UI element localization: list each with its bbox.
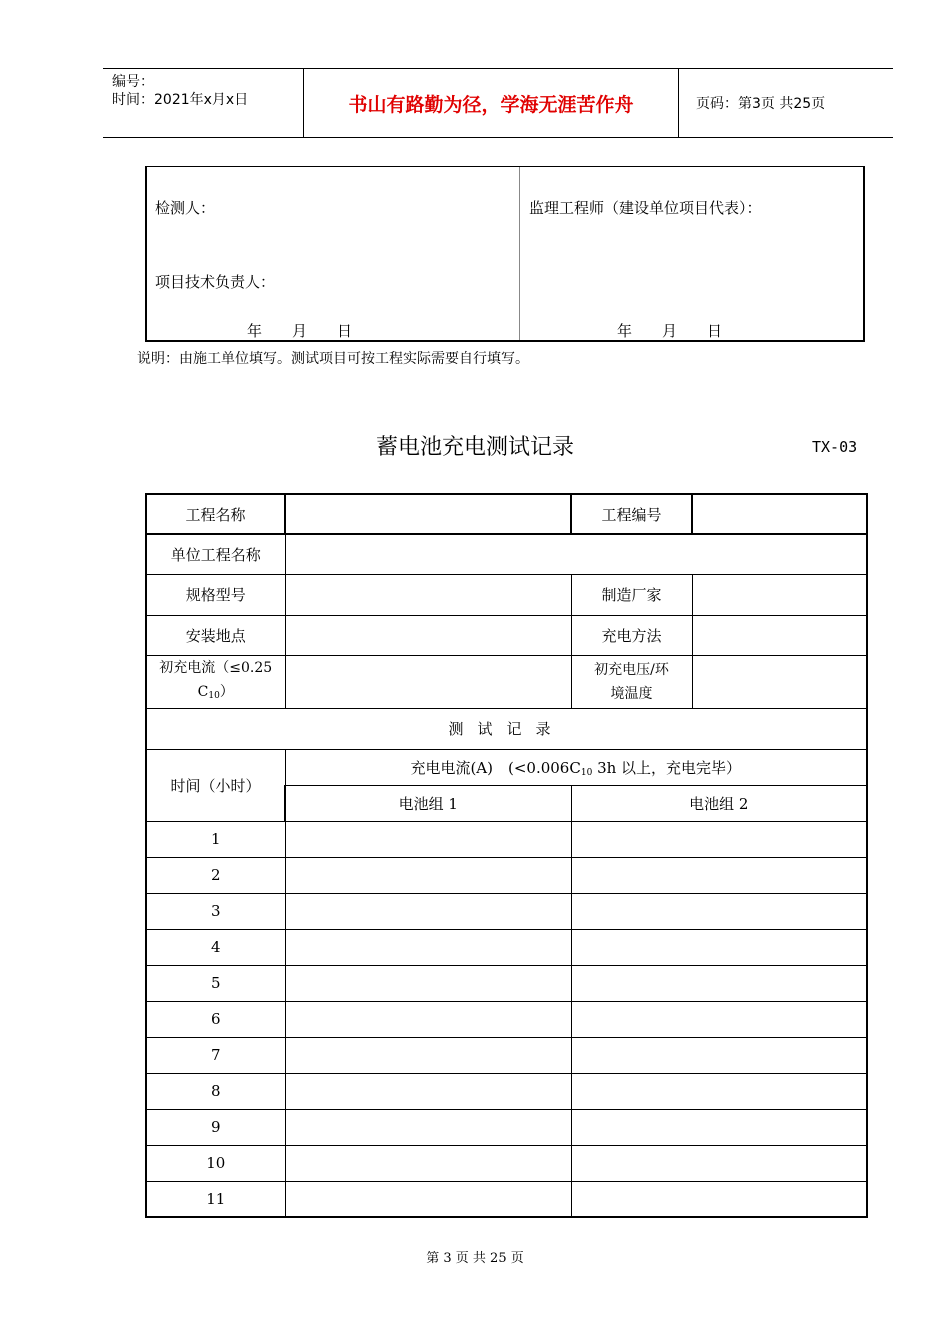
- table-row: [146, 1181, 867, 1217]
- battery-2-cell[interactable]: [571, 1145, 867, 1181]
- hour-cell: 1: [146, 821, 285, 857]
- time-hours-label: 时间（小时）: [146, 749, 285, 821]
- hour-cell: 3: [146, 893, 285, 929]
- header-slogan: 书山有路勤为径，学海无涯苦作舟: [348, 93, 634, 116]
- battery-1-cell[interactable]: [285, 929, 571, 965]
- initial-voltage-value[interactable]: [692, 655, 867, 708]
- hour-cell: 8: [146, 1073, 285, 1109]
- time-label: 时间：2021年x月x日: [112, 92, 249, 108]
- battery-1-cell[interactable]: [285, 1073, 571, 1109]
- initial-current-text-c: ）: [219, 683, 234, 700]
- install-location-value[interactable]: [285, 615, 571, 655]
- page-footer: 第 3 页 共 25 页: [426, 1251, 524, 1266]
- table-row: [146, 929, 867, 965]
- hour-cell: 6: [146, 1001, 285, 1037]
- hour-cell: 4: [146, 929, 285, 965]
- table-row: [146, 655, 867, 708]
- battery-2-cell[interactable]: [571, 1073, 867, 1109]
- battery-1-cell[interactable]: [285, 893, 571, 929]
- manufacturer-label: 制造厂家: [571, 574, 692, 615]
- table-row: [146, 1145, 867, 1181]
- charge-method-value[interactable]: [692, 615, 867, 655]
- spec-model-label: 规格型号: [146, 574, 285, 615]
- battery-1-cell[interactable]: [285, 1001, 571, 1037]
- unit-project-value[interactable]: [285, 534, 867, 574]
- hour-cell: 10: [146, 1145, 285, 1181]
- table-row: [146, 1037, 867, 1073]
- date-right: 年 月 日: [617, 322, 723, 340]
- header-page-code: [687, 69, 887, 137]
- charge-current-text-b: 3h 以上，充电完毕）: [592, 758, 742, 777]
- charge-current-label: [285, 749, 867, 785]
- hour-cell: 7: [146, 1037, 285, 1073]
- battery-2-cell[interactable]: [571, 1037, 867, 1073]
- hour-cell: 9: [146, 1109, 285, 1145]
- project-no-label: 工程编号: [571, 494, 692, 534]
- table-row: [146, 574, 867, 615]
- battery-1-cell[interactable]: [285, 1037, 571, 1073]
- test-record-heading: 测试记录: [146, 708, 867, 749]
- table-row: [146, 749, 867, 785]
- hour-cell: 11: [146, 1181, 285, 1217]
- signature-divider: [519, 167, 520, 340]
- hour-rows: [146, 821, 867, 1217]
- spec-model-value[interactable]: [285, 574, 571, 615]
- charge-current-sub: 10: [580, 767, 593, 778]
- table-row: [146, 615, 867, 655]
- inspector-label: 检测人：: [155, 199, 216, 217]
- manufacturer-value[interactable]: [692, 574, 867, 615]
- battery-2-cell[interactable]: [571, 893, 867, 929]
- charge-test-table: [145, 493, 868, 1218]
- table-row: [146, 821, 867, 857]
- initial-current-value[interactable]: [285, 655, 571, 708]
- initial-current-label: [146, 655, 285, 708]
- date-left: 年 月 日: [247, 322, 353, 340]
- project-name-value[interactable]: [285, 494, 571, 534]
- header-meta: [103, 69, 303, 137]
- project-no-value[interactable]: [692, 494, 867, 534]
- battery-2-cell[interactable]: [571, 929, 867, 965]
- table-row: [146, 893, 867, 929]
- battery-1-cell[interactable]: [285, 1145, 571, 1181]
- form-title: 蓄电池充电测试记录: [375, 435, 574, 460]
- initial-voltage-text-a: 初充电压/环: [594, 661, 669, 678]
- battery-2-cell[interactable]: [571, 821, 867, 857]
- table-row: [146, 1109, 867, 1145]
- battery-group-1-label: 电池组 1: [285, 785, 571, 821]
- battery-1-cell[interactable]: [285, 821, 571, 857]
- initial-current-sub: 10: [208, 690, 220, 701]
- signature-table: [145, 166, 865, 342]
- battery-2-cell[interactable]: [571, 1001, 867, 1037]
- page-code-text: 页码：第3页 共25页: [696, 96, 826, 112]
- form-code: TX-03: [812, 438, 858, 456]
- note-text: 说明：由施工单位填写。测试项目可按工程实际需要自行填写。: [137, 351, 529, 367]
- unit-project-label: 单位工程名称: [146, 534, 285, 574]
- battery-2-cell[interactable]: [571, 1109, 867, 1145]
- number-label: 编号：: [112, 74, 154, 90]
- initial-voltage-text-b: 境温度: [610, 685, 653, 702]
- table-row: [146, 708, 867, 749]
- charge-current-text-a: 充电电流(A) (<0.006C: [410, 758, 581, 777]
- header-divider: [678, 69, 679, 137]
- hour-cell: 2: [146, 857, 285, 893]
- initial-current-text-a: 初充电流（≤0.25: [159, 659, 273, 676]
- initial-voltage-label: [571, 655, 692, 708]
- table-row: [146, 857, 867, 893]
- battery-1-cell[interactable]: [285, 965, 571, 1001]
- table-row: [146, 494, 867, 534]
- battery-group-2-label: 电池组 2: [571, 785, 867, 821]
- battery-1-cell[interactable]: [285, 1181, 571, 1217]
- table-row: [146, 965, 867, 1001]
- supervisor-label: 监理工程师（建设单位项目代表）：: [529, 199, 762, 217]
- initial-current-text-b: C: [197, 683, 209, 700]
- table-row: [146, 534, 867, 574]
- table-row: [146, 1073, 867, 1109]
- battery-2-cell[interactable]: [571, 857, 867, 893]
- page-header: [103, 68, 893, 138]
- battery-1-cell[interactable]: [285, 857, 571, 893]
- project-name-label: 工程名称: [146, 494, 285, 534]
- battery-1-cell[interactable]: [285, 1109, 571, 1145]
- battery-2-cell[interactable]: [571, 1181, 867, 1217]
- hour-cell: 5: [146, 965, 285, 1001]
- charge-method-label: 充电方法: [571, 615, 692, 655]
- install-location-label: 安装地点: [146, 615, 285, 655]
- battery-2-cell[interactable]: [571, 965, 867, 1001]
- tech-lead-label: 项目技术负责人：: [155, 273, 276, 291]
- table-row: [146, 1001, 867, 1037]
